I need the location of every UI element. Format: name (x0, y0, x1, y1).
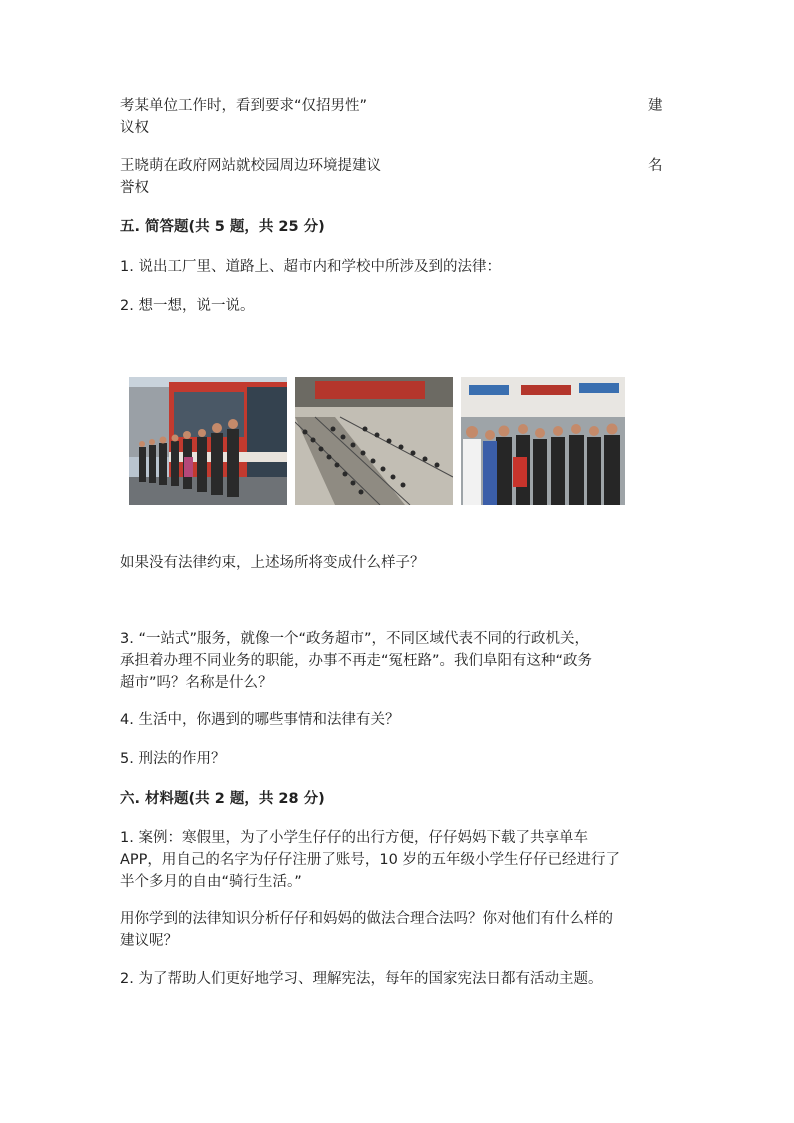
bus-queue-photo (129, 377, 287, 505)
section5-q3-line1: 3. “一站式”服务，就像一个“政务超市”，不同区域代表不同的行政机关， (120, 631, 589, 647)
matching-row2-right: 名 (648, 158, 663, 174)
matching-row2-left: 王晓萌在政府网站就校园周边环境提建议 (120, 158, 381, 174)
photo-strip (129, 377, 625, 505)
service-counter-queue-photo (461, 377, 625, 505)
section5-q2-followup: 如果没有法律约束，上述场所将变成什么样子？ (120, 555, 425, 571)
section5-q4: 4. 生活中，你遇到的哪些事情和法律有关？ (120, 712, 400, 728)
section6-m1-question-line1: 用你学到的法律知识分析仔仔和妈妈的做法合理合法吗？你对他们有什么样的 (120, 911, 613, 927)
section6-m1-line1: 1. 案例：寒假里，为了小学生仔仔的出行方便，仔仔妈妈下载了共享单车 (120, 830, 588, 846)
section5-q1: 1. 说出工厂里、道路上、超市内和学校中所涉及到的法律： (120, 259, 501, 275)
matching-row1-left: 考某单位工作时，看到要求“仅招男性” (120, 98, 368, 114)
section6-m1-line2: APP，用自己的名字为仔仔注册了账号，10 岁的五年级小学生仔仔已经进行了 (120, 852, 620, 868)
section5-heading: 五. 简答题(共 5 题，共 25 分) (120, 219, 325, 235)
matching-row1-wrap: 议权 (120, 120, 149, 136)
section6-heading: 六. 材料题(共 2 题，共 28 分) (120, 791, 325, 807)
section5-q2: 2. 想一想，说一说。 (120, 298, 255, 314)
section6-m1-question-line2: 建议呢？ (120, 933, 178, 949)
section6-m1-line3: 半个多月的自由“骑行生活。” (120, 874, 302, 890)
station-queue-photo (295, 377, 453, 505)
section5-q3-line3: 超市”吗？名称是什么？ (120, 675, 273, 691)
section5-q5: 5. 刑法的作用？ (120, 751, 226, 767)
section5-q3-line2: 承担着办理不同业务的职能，办事不再走“冤枉路”。我们阜阳有这种“政务 (120, 653, 593, 669)
matching-row2-wrap: 誉权 (120, 180, 149, 196)
section6-m2: 2. 为了帮助人们更好地学习、理解宪法，每年的国家宪法日都有活动主题。 (120, 971, 603, 987)
matching-row1-right: 建 (648, 98, 663, 114)
